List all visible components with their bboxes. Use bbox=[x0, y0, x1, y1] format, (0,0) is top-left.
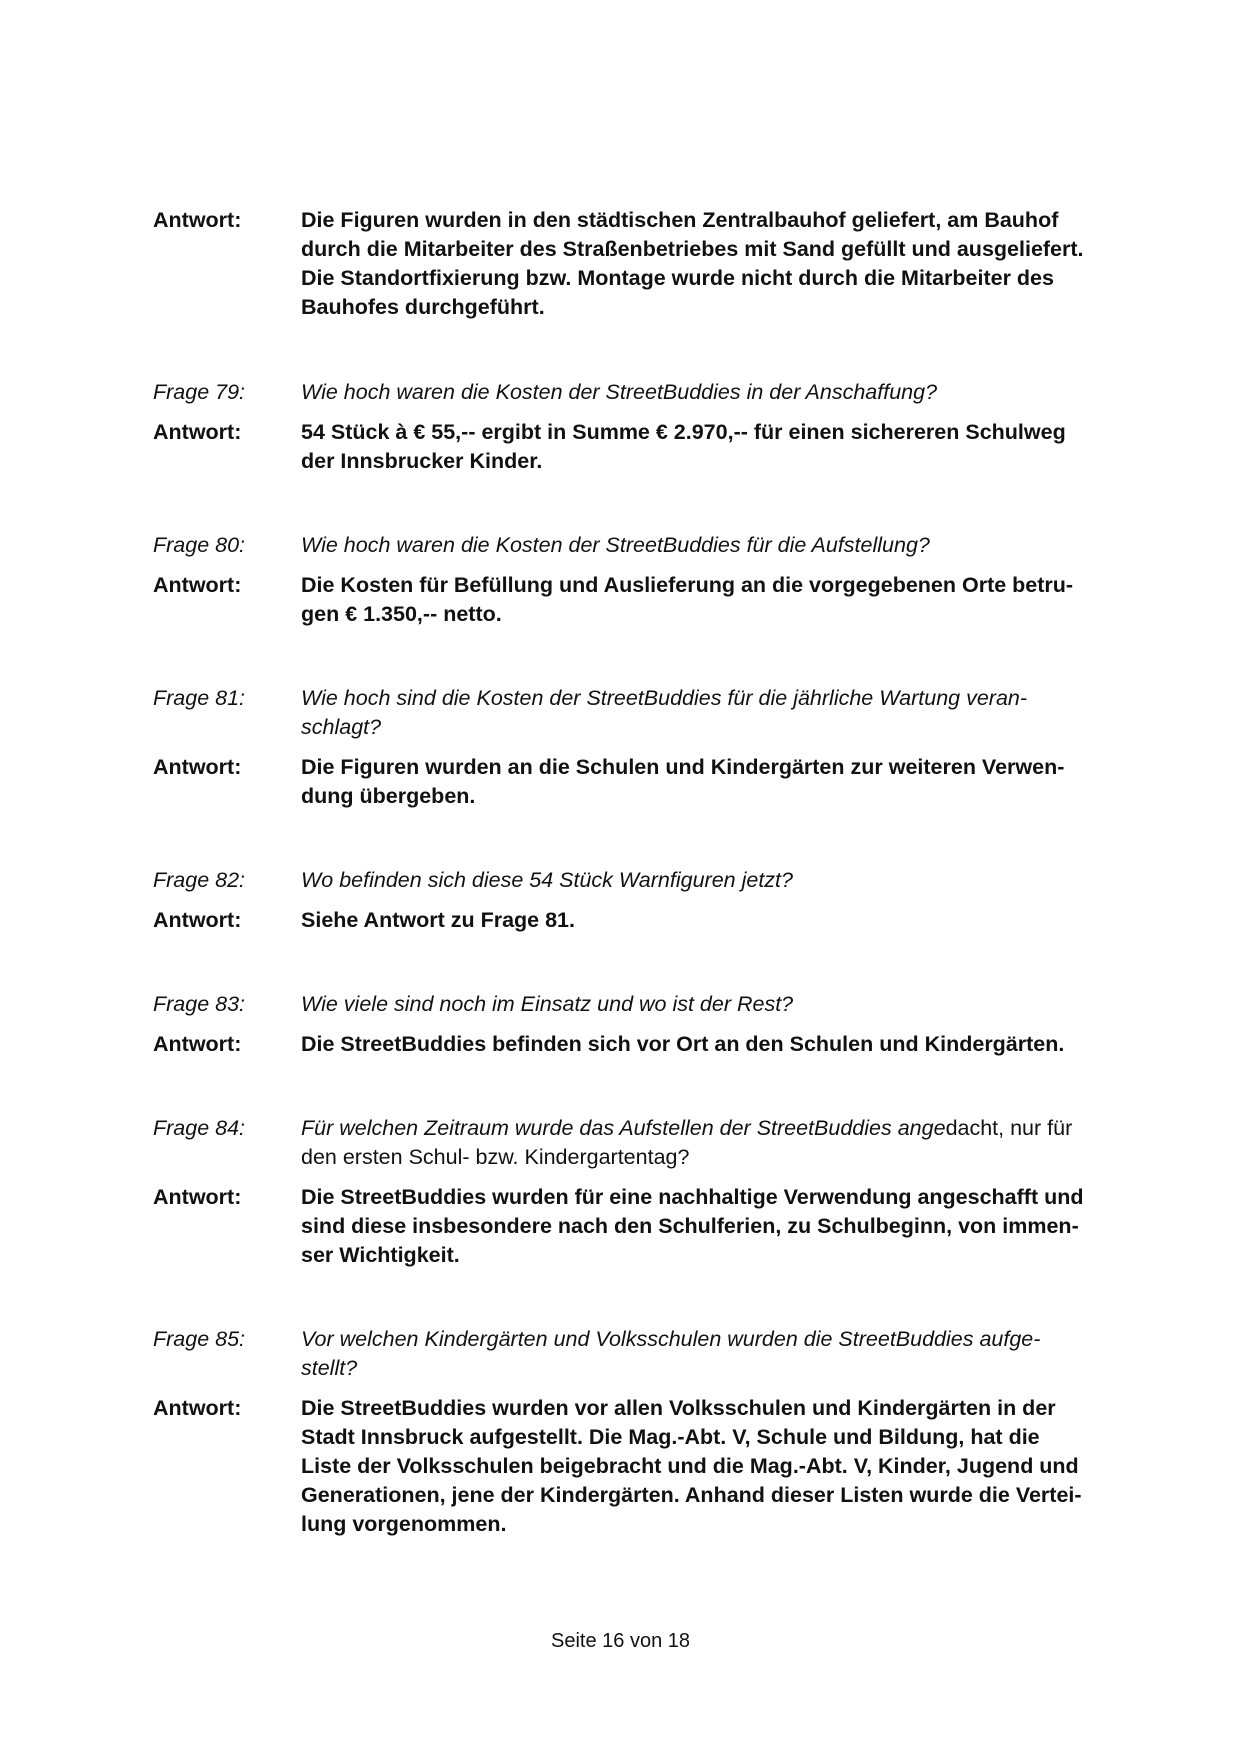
question-line: den ersten Schul- bzw. Kindergartentag? bbox=[301, 1145, 690, 1169]
qa-block-frage-80 bbox=[153, 531, 1143, 629]
answer-line: der Innsbrucker Kinder. bbox=[301, 449, 543, 473]
answer-row bbox=[153, 906, 1143, 935]
answer-line: Die StreetBuddies wurden vor allen Volksschulen und Kindergärten in der bbox=[301, 1396, 1056, 1420]
question-line: Wie hoch waren die Kosten der StreetBuddies für die Aufstellung? bbox=[301, 533, 930, 557]
answer-text bbox=[301, 571, 1143, 629]
answer-row bbox=[153, 571, 1143, 629]
question-row bbox=[153, 378, 1143, 407]
answer-text bbox=[301, 1394, 1143, 1539]
qa-block-frage-83 bbox=[153, 990, 1143, 1059]
answer-line: sind diese insbesondere nach den Schulferien, zu Schulbeginn, von immen- bbox=[301, 1214, 1079, 1238]
answer-text bbox=[301, 418, 1143, 476]
question-row bbox=[153, 531, 1143, 560]
answer-line: lung vorgenommen. bbox=[301, 1512, 507, 1536]
qa-block-frage-79 bbox=[153, 378, 1143, 476]
answer-row bbox=[153, 418, 1143, 476]
answer-text bbox=[301, 753, 1143, 811]
question-label: Frage 82: bbox=[153, 868, 246, 892]
question-text bbox=[301, 1114, 1143, 1172]
answer-line: ser Wichtigkeit. bbox=[301, 1243, 460, 1267]
page-number: Seite 16 von 18 bbox=[551, 1630, 690, 1652]
qa-block-frage-82 bbox=[153, 866, 1143, 935]
question-row bbox=[153, 684, 1143, 742]
answer-row bbox=[153, 206, 1143, 322]
answer-line: Die Figuren wurden an die Schulen und Kindergärten zur weiteren Verwen- bbox=[301, 755, 1065, 779]
question-line: Wie viele sind noch im Einsatz und wo ist der Rest? bbox=[301, 992, 794, 1016]
question-line: Wo befinden sich diese 54 Stück Warnfiguren jetzt? bbox=[301, 868, 793, 892]
answer-text bbox=[301, 1030, 1143, 1059]
answer-label: Antwort: bbox=[153, 1032, 242, 1056]
answer-label: Antwort: bbox=[153, 1396, 242, 1420]
question-row bbox=[153, 1114, 1143, 1172]
question-label: Frage 85: bbox=[153, 1327, 246, 1351]
question-label: Frage 80: bbox=[153, 533, 246, 557]
qa-block-frage-85 bbox=[153, 1325, 1143, 1539]
question-text bbox=[301, 531, 1143, 560]
answer-label: Antwort: bbox=[153, 573, 242, 597]
question-row bbox=[153, 1325, 1143, 1383]
answer-line: Liste der Volksschulen beigebracht und die Mag.-Abt. V, Kinder, Jugend und bbox=[301, 1454, 1079, 1478]
answer-line: Generationen, jene der Kindergärten. Anhand dieser Listen wurde die Vertei- bbox=[301, 1483, 1082, 1507]
answer-text bbox=[301, 1183, 1143, 1270]
answer-line: Stadt Innsbruck aufgestellt. Die Mag.-Abt. V, Schule und Bildung, hat die bbox=[301, 1425, 1040, 1449]
answer-line: Die Kosten für Befüllung und Auslieferung an die vorgegebenen Orte betru- bbox=[301, 573, 1074, 597]
answer-text bbox=[301, 906, 1143, 935]
qa-block-continuation bbox=[153, 206, 1143, 322]
question-label: Frage 83: bbox=[153, 992, 246, 1016]
answer-row bbox=[153, 1030, 1143, 1059]
qa-block-frage-84 bbox=[153, 1114, 1143, 1270]
answer-line: durch die Mitarbeiter des Straßenbetriebes mit Sand gefüllt und ausgeliefert. bbox=[301, 237, 1084, 261]
answer-line: Siehe Antwort zu Frage 81. bbox=[301, 908, 575, 932]
answer-label: Antwort: bbox=[153, 208, 242, 232]
question-line-italic-part: Für welchen Zeitraum wurde das Aufstellen der StreetBuddies ange bbox=[301, 1116, 946, 1140]
qa-block-frage-81 bbox=[153, 684, 1143, 811]
answer-row bbox=[153, 753, 1143, 811]
question-row bbox=[153, 990, 1143, 1019]
answer-label: Antwort: bbox=[153, 908, 242, 932]
answer-line: Die Figuren wurden in den städtischen Zentralbauhof geliefert, am Bauhof bbox=[301, 208, 1059, 232]
question-line bbox=[301, 1114, 1143, 1143]
answer-label: Antwort: bbox=[153, 1185, 242, 1209]
question-line: stellt? bbox=[301, 1356, 358, 1380]
answer-line: 54 Stück à € 55,-- ergibt in Summe € 2.970,-- für einen sichereren Schulweg bbox=[301, 420, 1066, 444]
answer-label: Antwort: bbox=[153, 420, 242, 444]
answer-label: Antwort: bbox=[153, 755, 242, 779]
question-text bbox=[301, 866, 1143, 895]
question-text bbox=[301, 1325, 1143, 1383]
question-line: Vor welchen Kindergärten und Volksschulen wurden die StreetBuddies aufge- bbox=[301, 1327, 1041, 1351]
question-text bbox=[301, 990, 1143, 1019]
question-label: Frage 81: bbox=[153, 686, 246, 710]
question-text bbox=[301, 684, 1143, 742]
question-line: schlagt? bbox=[301, 715, 382, 739]
answer-line: Die StreetBuddies befinden sich vor Ort an den Schulen und Kindergärten. bbox=[301, 1032, 1065, 1056]
question-line-upright-part: dacht, nur für bbox=[945, 1116, 1073, 1140]
answer-line: gen € 1.350,-- netto. bbox=[301, 602, 502, 626]
answer-line: Die StreetBuddies wurden für eine nachhaltige Verwendung angeschafft und bbox=[301, 1185, 1084, 1209]
answer-row bbox=[153, 1394, 1143, 1539]
answer-line: Die Standortfixierung bzw. Montage wurde nicht durch die Mitarbeiter des bbox=[301, 266, 1054, 290]
question-label: Frage 79: bbox=[153, 380, 246, 404]
answer-line: Bauhofes durchgeführt. bbox=[301, 295, 545, 319]
answer-row bbox=[153, 1183, 1143, 1270]
question-line: Wie hoch waren die Kosten der StreetBuddies in der Anschaffung? bbox=[301, 380, 938, 404]
question-line: Wie hoch sind die Kosten der StreetBuddies für die jährliche Wartung veran- bbox=[301, 686, 1028, 710]
question-label: Frage 84: bbox=[153, 1116, 246, 1140]
question-row bbox=[153, 866, 1143, 895]
answer-text bbox=[301, 206, 1143, 322]
answer-line: dung übergeben. bbox=[301, 784, 476, 808]
question-text bbox=[301, 378, 1143, 407]
